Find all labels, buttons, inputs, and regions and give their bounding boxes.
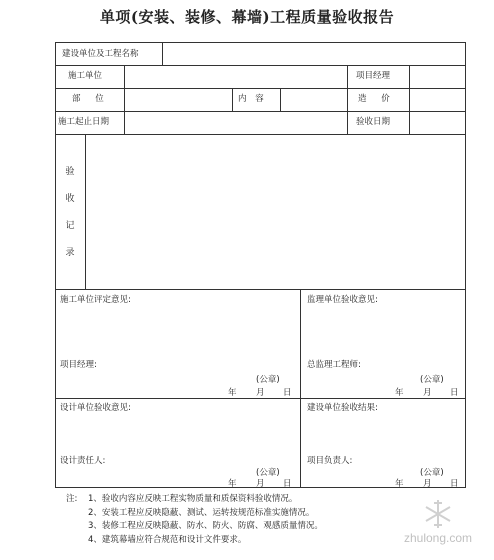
seal-label: (公章) [420,375,444,385]
col-divider [124,65,125,134]
chief-supervisor-sign-label: 总监理工程师: [307,360,361,370]
page-title: 单项(安装、装修、幕墙)工程质量验收报告 [99,8,395,26]
seal-label: (公章) [256,375,280,385]
seal-label: (公章) [420,468,444,478]
acceptance-date-label: 验收日期 [356,117,391,127]
row-divider [55,398,466,399]
start-end-date-label: 施工起止日期 [58,117,110,127]
day-label: 日 [450,479,459,489]
record-label-char: 验 [65,167,75,177]
location-label: 部 位 [72,94,110,104]
month-label: 月 [256,479,265,489]
designer-opinion-label: 设计单位验收意见: [60,403,131,413]
watermark [394,498,482,550]
content-label: 内 容 [238,94,267,104]
day-label: 日 [283,388,292,398]
row-divider [55,88,466,89]
owner-lead-sign-label: 项目负责人: [307,456,353,466]
note-item: 4、建筑幕墙应符合规范和设计文件要求。 [88,534,247,545]
month-label: 月 [256,388,265,398]
project-manager-label: 项目经理 [356,71,391,81]
col-divider [300,289,301,488]
col-divider [280,88,281,111]
owner-result-label: 建设单位验收结果: [307,403,378,413]
watermark-text: zhulong.com [403,531,473,545]
report-form [55,42,466,488]
year-label: 年 [228,388,237,398]
col-divider [409,65,410,134]
seal-label: (公章) [256,468,280,478]
project-name-label: 建设单位及工程名称 [62,49,139,59]
note-item: 3、装修工程应反映隐蔽、防水、防火、防腐、观感质量情况。 [88,521,323,531]
col-divider [347,65,348,134]
record-label-char: 收 [65,194,75,204]
year-label: 年 [228,479,237,489]
notes-prefix: 注: [66,494,78,504]
contractor-label: 施工单位 [68,71,103,81]
snowflake-icon [394,498,482,546]
row-divider [55,65,466,66]
supervisor-opinion-label: 监理单位验收意见: [307,295,378,305]
col-divider [85,134,86,289]
project-manager-sign-label: 项目经理: [60,360,97,370]
day-label: 日 [283,479,292,489]
row-divider [55,134,466,135]
year-label: 年 [395,479,404,489]
cost-label: 造 价 [358,94,396,104]
col-divider [162,42,163,65]
contractor-opinion-label: 施工单位评定意见: [60,295,131,305]
year-label: 年 [395,388,404,398]
day-label: 日 [450,388,459,398]
design-lead-sign-label: 设计责任人: [60,456,106,466]
note-item: 注: 1、验收内容应反映工程实物质量和质保资料验收情况。 [66,493,323,507]
row-divider [55,111,466,112]
col-divider [232,88,233,111]
month-label: 月 [423,388,432,398]
notes [66,493,323,547]
month-label: 月 [423,479,432,489]
record-label-char: 录 [65,248,75,258]
row-divider [55,289,466,290]
record-label-char: 记 [65,221,75,231]
note-item: 2、安装工程应反映隐蔽、测试、运转按规范标准实施情况。 [88,507,315,518]
